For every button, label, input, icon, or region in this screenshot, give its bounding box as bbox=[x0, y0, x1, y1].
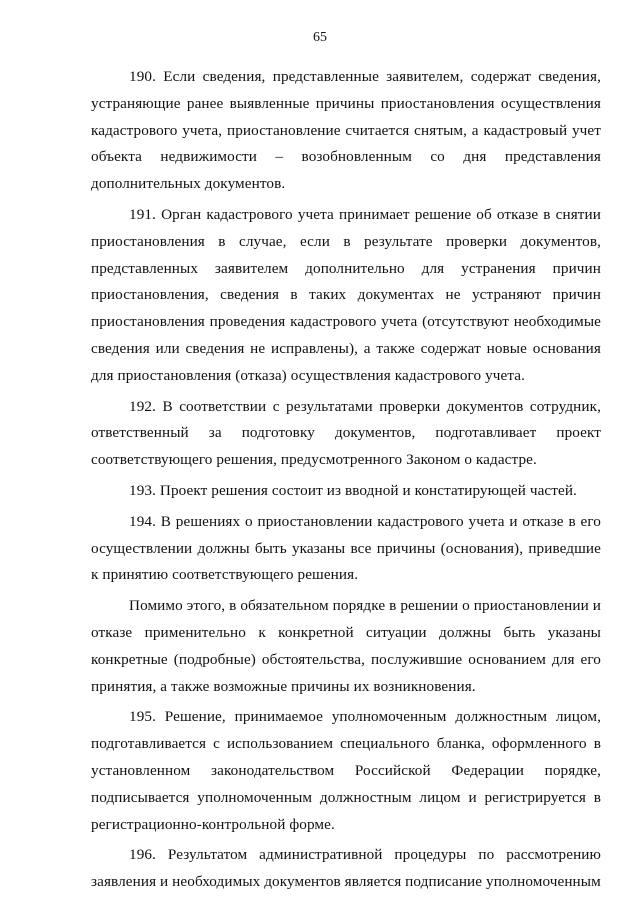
paragraph-193: 193. Проект решения состоит из вводной и констатирующей частей. bbox=[129, 481, 577, 499]
paragraph-190: 190. Если сведения, представленные заявителем, содержат сведения, устраняющие ранее выявленные причины приостановления осуществления кадастрового учета, приостановление считается снятым, а кадастровый учет объекта недвижимости – возобновленным со дня представления дополнительных документов. bbox=[91, 68, 601, 193]
paragraph-194: 194. В решениях о приостановлении кадастрового учета и отказе в его осуществлении должны быть указаны все причины (основания), приведшие к принятию соответствующего решения. bbox=[91, 512, 601, 584]
paragraph-195: 195. Решение, принимаемое уполномоченным должностным лицом, подготавливается с использованием специального бланка, оформленного в установленном законодательством Российской Федерации порядке, подписывается уполномоченным должностным лицом и регистрируется в регистрационно-контрольной форме. bbox=[91, 708, 601, 833]
paragraph-194-continued: Помимо этого, в обязательном порядке в решении о приостановлении и отказе применительно к конкретной ситуации должны быть указаны конкретные (подробные) обстоятельства, послужившие основанием для его принятия, а также возможные причины их возникновения. bbox=[91, 597, 601, 695]
paragraph-196: 196. Результатом административной процедуры по рассмотрению заявления и необходимых документов является подписание уполномоченным bbox=[91, 846, 601, 891]
document-body bbox=[91, 64, 601, 900]
page-number: 65 bbox=[313, 30, 327, 45]
paragraph-191: 191. Орган кадастрового учета принимает решение об отказе в снятии приостановления в случае, если в результате проверки документов, представленных заявителем дополнительно для устранения причин приостановления, сведения в таких документах не устраняют причин приостановления проведения кадастрового учета (отсутствуют необходимые сведения или сведения не исправлены), а также содержат новые основания для приостановления (отказа) осуществления кадастрового учета. bbox=[91, 205, 601, 384]
paragraph-192: 192. В соответствии с результатами проверки документов сотрудник, ответственный за подготовку документов, подготавливает проект соответствующего решения, предусмотренного Законом о кадастре. bbox=[91, 397, 601, 469]
